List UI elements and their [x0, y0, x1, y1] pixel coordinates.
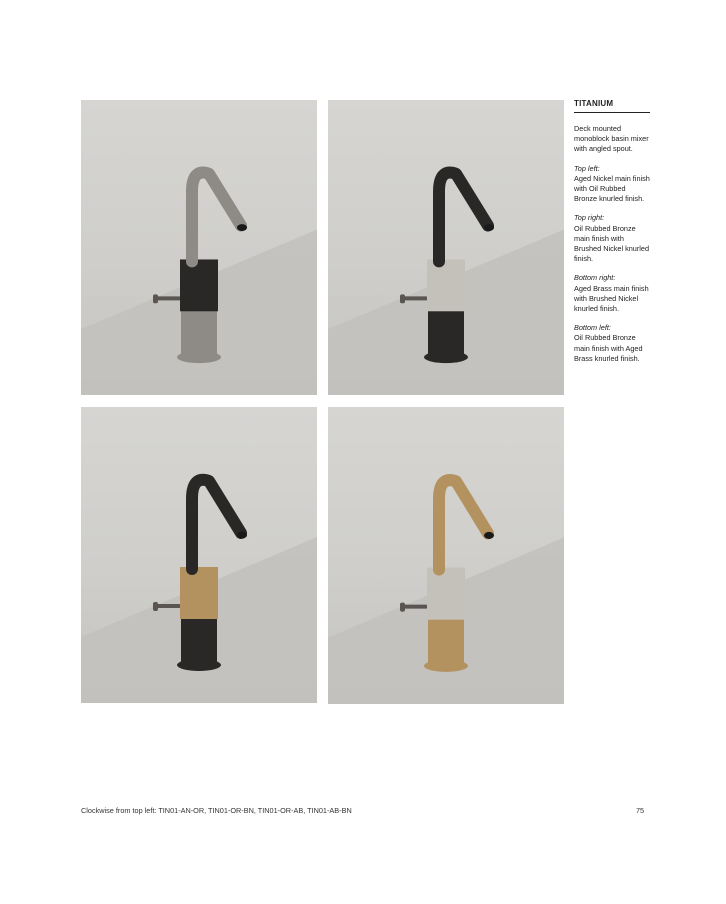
variant-top-left: Top left: Aged Nickel main finish with Oil Rubbed Bronze knurled finish.: [574, 163, 650, 204]
faucet-spout: [192, 480, 241, 569]
faucet-collar: [427, 568, 465, 620]
product-description: [574, 99, 650, 364]
faucet-lever-knob: [400, 603, 405, 612]
photo-caption: Clockwise from top left: TIN01-AN-OR, TIN01-OR-BN, TIN01-OR-AB, TIN01-AB-BN: [81, 806, 352, 815]
product-photo-top-left: [81, 100, 317, 395]
faucet-collar: [427, 259, 465, 311]
variant-bottom-left: Bottom left: Oil Rubbed Bronze main finish with Aged Brass knurled finish.: [574, 323, 643, 363]
spout-outlet: [484, 532, 494, 539]
faucet-lever-knob: [400, 294, 405, 303]
faucet-illustration: [81, 407, 317, 703]
faucet-collar: [180, 259, 218, 311]
faucet-body: [181, 617, 217, 667]
product-photo-top-right: [328, 100, 564, 395]
product-title: TITANIUM: [574, 99, 650, 113]
faucet-illustration: [81, 100, 317, 395]
spout-outlet: [237, 224, 247, 231]
faucet-spout: [439, 480, 488, 570]
product-photo-bottom-right: [328, 407, 564, 704]
faucet-lever: [402, 296, 428, 300]
faucet-illustration: [328, 100, 564, 395]
faucet-lever-knob: [153, 294, 158, 303]
faucet-spout: [192, 173, 241, 262]
variant-top-right: Top right: Oil Rubbed Bronze main finish with Brushed Nickel knurled finish.: [574, 213, 650, 264]
variant-bottom-right: Bottom right: Aged Brass main finish with Brushed Nickel knurled finish.: [574, 273, 649, 314]
faucet-lever-knob: [153, 602, 158, 611]
faucet-lever: [402, 605, 428, 609]
faucet-illustration: [328, 407, 564, 704]
faucet-body: [428, 618, 464, 668]
faucet-lever: [155, 604, 181, 608]
spout-outlet: [237, 532, 247, 539]
spout-outlet: [484, 224, 494, 231]
faucet-body: [428, 309, 464, 359]
faucet-body: [181, 309, 217, 359]
faucet-lever: [155, 296, 181, 300]
product-photo-bottom-left: [81, 407, 317, 703]
product-intro: Deck mounted monoblock basin mixer with angled spout.: [574, 124, 649, 154]
faucet-collar: [180, 567, 218, 619]
faucet-spout: [439, 173, 488, 262]
page-number: 75: [636, 806, 645, 815]
